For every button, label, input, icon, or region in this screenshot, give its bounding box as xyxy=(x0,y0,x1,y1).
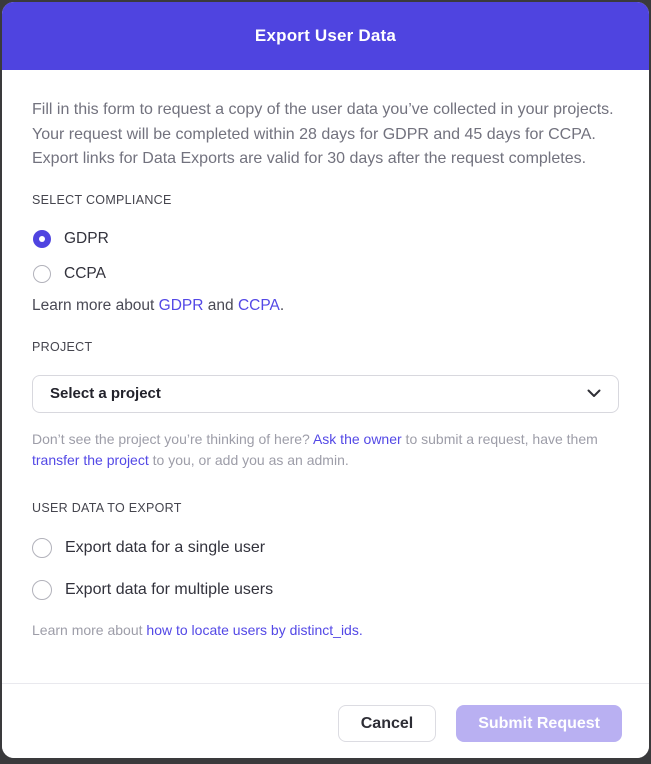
modal-header xyxy=(2,2,649,70)
gdpr-link[interactable]: GDPR xyxy=(158,296,204,314)
compliance-learn-more xyxy=(32,297,619,315)
intro-text: Fill in this form to request a copy of the user data you’ve collected in your projects. Your request will be completed within 28 days for GDPR and 45 days for CCPA. Export links for Data Exports are valid for 30 days after the request completes. xyxy=(32,101,614,167)
distinct-ids-link[interactable]: how to locate users by distinct_ids. xyxy=(146,621,363,638)
radio-option-single-user[interactable] xyxy=(32,538,619,558)
radio-gdpr-label: GDPR xyxy=(64,229,109,247)
helper-prefix: Don’t see the project you’re thinking of here? xyxy=(32,430,313,447)
project-select-dropdown[interactable] xyxy=(32,375,619,413)
user-data-label: USER DATA TO EXPORT xyxy=(32,500,182,515)
modal-body xyxy=(2,70,649,683)
helper-mid: to submit a request, have them xyxy=(401,430,598,447)
helper-suffix: to you, or add you as an admin. xyxy=(148,451,349,468)
radio-option-multiple-users[interactable] xyxy=(32,580,619,600)
ccpa-link[interactable]: CCPA xyxy=(237,296,280,314)
radio-option-ccpa[interactable] xyxy=(33,265,619,283)
radio-multiple-users-icon[interactable] xyxy=(32,580,52,600)
select-compliance-label: SELECT COMPLIANCE xyxy=(32,192,172,207)
radio-ccpa-label: CCPA xyxy=(64,264,106,282)
radio-option-gdpr[interactable] xyxy=(33,230,619,248)
radio-single-user-label: Export data for a single user xyxy=(65,538,266,556)
project-select-value: Select a project xyxy=(50,385,161,402)
modal-title: Export User Data xyxy=(254,26,397,45)
distinct-prefix: Learn more about xyxy=(32,621,147,638)
ask-owner-link[interactable]: Ask the owner xyxy=(312,430,402,447)
transfer-project-link[interactable]: transfer the project xyxy=(32,451,149,468)
modal-footer xyxy=(2,683,649,758)
project-label: PROJECT xyxy=(32,339,93,354)
radio-gdpr-icon[interactable] xyxy=(33,230,51,248)
radio-single-user-icon[interactable] xyxy=(32,538,52,558)
learn-more-prefix: Learn more about xyxy=(32,296,159,314)
distinct-ids-learn-more xyxy=(32,620,619,641)
cancel-button[interactable]: Cancel xyxy=(338,705,436,742)
export-user-data-modal xyxy=(2,2,649,758)
learn-more-and: and xyxy=(203,296,238,314)
chevron-down-icon xyxy=(587,389,601,398)
project-helper-text xyxy=(32,429,619,471)
learn-more-period: . xyxy=(279,296,285,314)
radio-multiple-users-label: Export data for multiple users xyxy=(65,580,274,598)
submit-request-button[interactable]: Submit Request xyxy=(456,705,622,742)
radio-ccpa-icon[interactable] xyxy=(33,265,51,283)
